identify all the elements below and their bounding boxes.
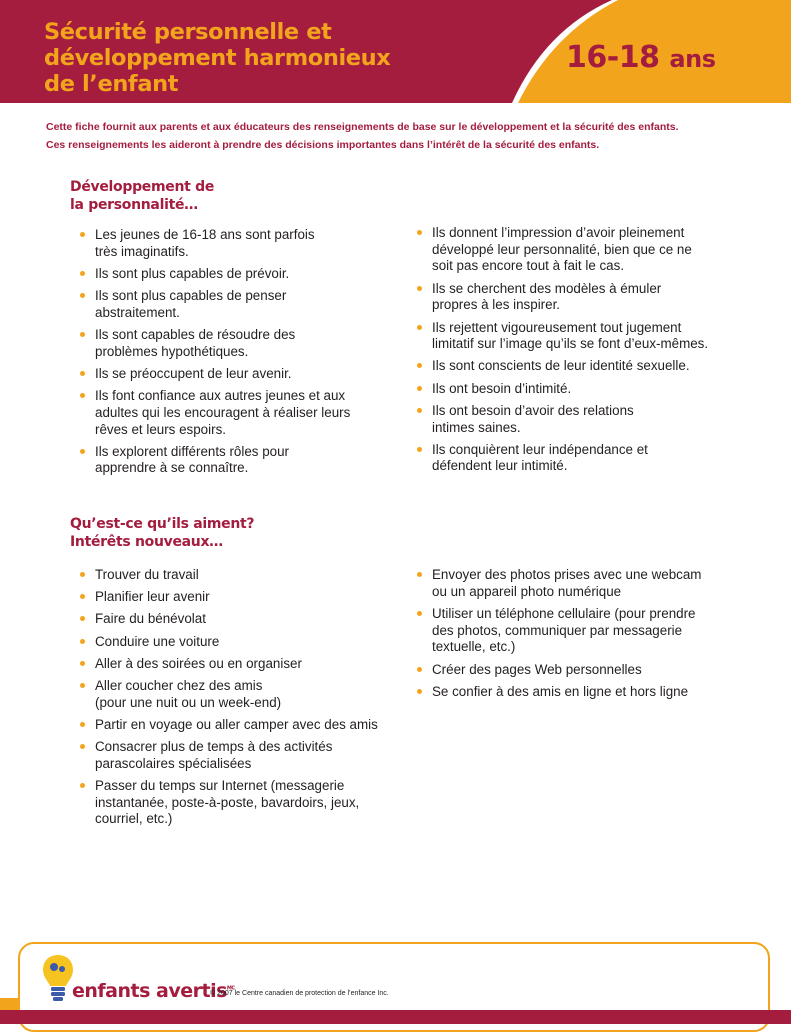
list-item-text: Envoyer des photos prises avec une webcam ou un appareil photo numérique [432,567,702,599]
list-item [80,366,400,383]
list-item-text: Ils sont plus capables de prévoir. [95,265,290,281]
list-item [417,606,757,656]
list-item-text: Ils sont conscients de leur identité sexuelle. [432,358,690,374]
lightbulb-icon [40,953,76,1005]
age-number: 16-18 [566,40,660,75]
personality-list-left [80,227,400,483]
bullet-icon [80,722,85,727]
list-item-text: Trouver du travail [95,567,199,582]
list-item [80,589,410,606]
list-item-text: Ils donnent l’impression d’avoir pleinement développé leur personnalité, bien que ce ne soit pas encore tout à fait le cas. [432,225,692,274]
bullet-icon [80,783,85,788]
list-item [417,381,757,398]
page-header [0,0,791,103]
bullet-icon [80,616,85,621]
list-item [80,227,400,260]
list-item [417,403,757,436]
footer-accent [0,998,18,1010]
list-item [80,567,410,584]
bullet-icon [417,363,422,368]
list-item-text: Les jeunes de 16-18 ans sont parfois très imaginatifs. [95,227,315,259]
bullet-icon [80,683,85,688]
list-item [417,442,757,475]
bullet-icon [417,325,422,330]
list-item [80,288,400,321]
list-item-text: Ils sont plus capables de penser abstraitement. [95,288,287,320]
list-item-text: Ils rejettent vigoureusement tout jugement limitatif sur l’image qu’ils se font d’eux-mêmes. [432,319,709,352]
bullet-icon [417,572,422,577]
bullet-icon [80,594,85,599]
section-title-interests: Qu’est-ce qu’ils aiment? Intérêts nouveaux… [70,516,255,550]
trademark-mark: MC [226,985,235,992]
list-item-text: Ils sont capables de résoudre des problèmes hypothétiques. [95,327,296,359]
copyright-text: © 2007 le Centre canadien de protection de l’enfance Inc. [210,990,389,997]
list-item [80,444,400,477]
list-item-text: Ils font confiance aux autres jeunes et aux adultes qui les encouragent à réaliser leurs rêves et leurs espoirs. [95,388,351,437]
bullet-icon [80,393,85,398]
bullet-icon [417,689,422,694]
list-item [80,778,410,828]
intro-text [46,118,766,154]
age-unit: ans [669,45,716,73]
list-item [80,266,400,283]
list-item-text: Ils explorent différents rôles pour apprendre à se connaître. [95,443,290,476]
list-item-text: Utiliser un téléphone cellulaire (pour prendre des photos, communiquer par messagerie textuelle, etc.) [432,605,696,655]
list-item [80,717,410,734]
list-item [417,320,757,353]
bullet-icon [80,332,85,337]
list-item [417,358,757,375]
bullet-icon [80,271,85,276]
personality-list-right [417,225,757,481]
age-range [566,40,715,77]
bullet-icon [80,293,85,298]
bullet-icon [80,661,85,666]
list-item-text: Se confier à des amis en ligne et hors ligne [432,683,689,699]
section-title-personality: Développement de la personnalité… [70,179,215,213]
interests-list-left [80,567,410,834]
bullet-icon [417,286,422,291]
bullet-icon [417,408,422,413]
list-item-text: Ils ont besoin d’intimité. [432,380,572,396]
list-item [80,388,400,438]
list-item [417,567,757,600]
list-item-text: Planifier leur avenir [95,589,210,605]
bullet-icon [80,744,85,749]
list-item-text: Ils se préoccupent de leur avenir. [95,365,292,381]
bullet-icon [417,230,422,235]
list-item-text: Aller à des soirées ou en organiser [95,655,302,671]
list-item [80,656,410,673]
list-item-text: Ils se cherchent des modèles à émuler propres à les inspirer. [432,280,662,313]
list-item-text: Faire du bénévolat [95,611,206,627]
bullet-icon [80,449,85,454]
list-item-text: Aller coucher chez des amis (pour une nuit ou un week-end) [95,678,282,710]
bullet-icon [417,447,422,452]
list-item-text: Passer du temps sur Internet (messagerie instantanée, poste-à-poste, bavardoirs, jeux, courriel, etc.) [95,778,360,827]
page-title: Sécurité personnelle et développement harmonieux de l’enfant [44,19,391,97]
list-item [417,684,757,701]
list-item-text: Ils ont besoin d’avoir des relations intimes saines. [432,402,634,435]
brand-name: enfants avertis [72,980,227,1002]
list-item [417,225,757,275]
list-item [80,634,410,651]
list-item-text: Ils conquièrent leur indépendance et défendent leur intimité. [432,441,648,474]
bullet-icon [417,386,422,391]
interests-list-right [417,567,757,706]
list-item [417,281,757,314]
bullet-icon [80,371,85,376]
list-item [80,611,410,628]
footer-bar [0,1010,791,1024]
list-item [80,327,400,360]
list-item-text: Consacrer plus de temps à des activités parascolaires spécialisées [95,739,333,771]
bullet-icon [417,611,422,616]
bullet-icon [80,232,85,237]
intro-line-1: Cette fiche fournit aux parents et aux éducateurs des renseignements de base sur le développement et la sécurité des enfants. [46,121,679,133]
list-item [80,678,410,711]
list-item [417,662,757,679]
bullet-icon [80,639,85,644]
intro-line-2: Ces renseignements les aideront à prendre des décisions importantes dans l’intérêt de la sécurité des enfants. [46,139,600,151]
list-item-text: Conduire une voiture [95,633,220,649]
list-item-text: Créer des pages Web personnelles [432,661,642,677]
list-item [80,739,410,772]
bullet-icon [417,667,422,672]
bullet-icon [80,572,85,577]
list-item-text: Partir en voyage ou aller camper avec des amis [95,716,378,732]
